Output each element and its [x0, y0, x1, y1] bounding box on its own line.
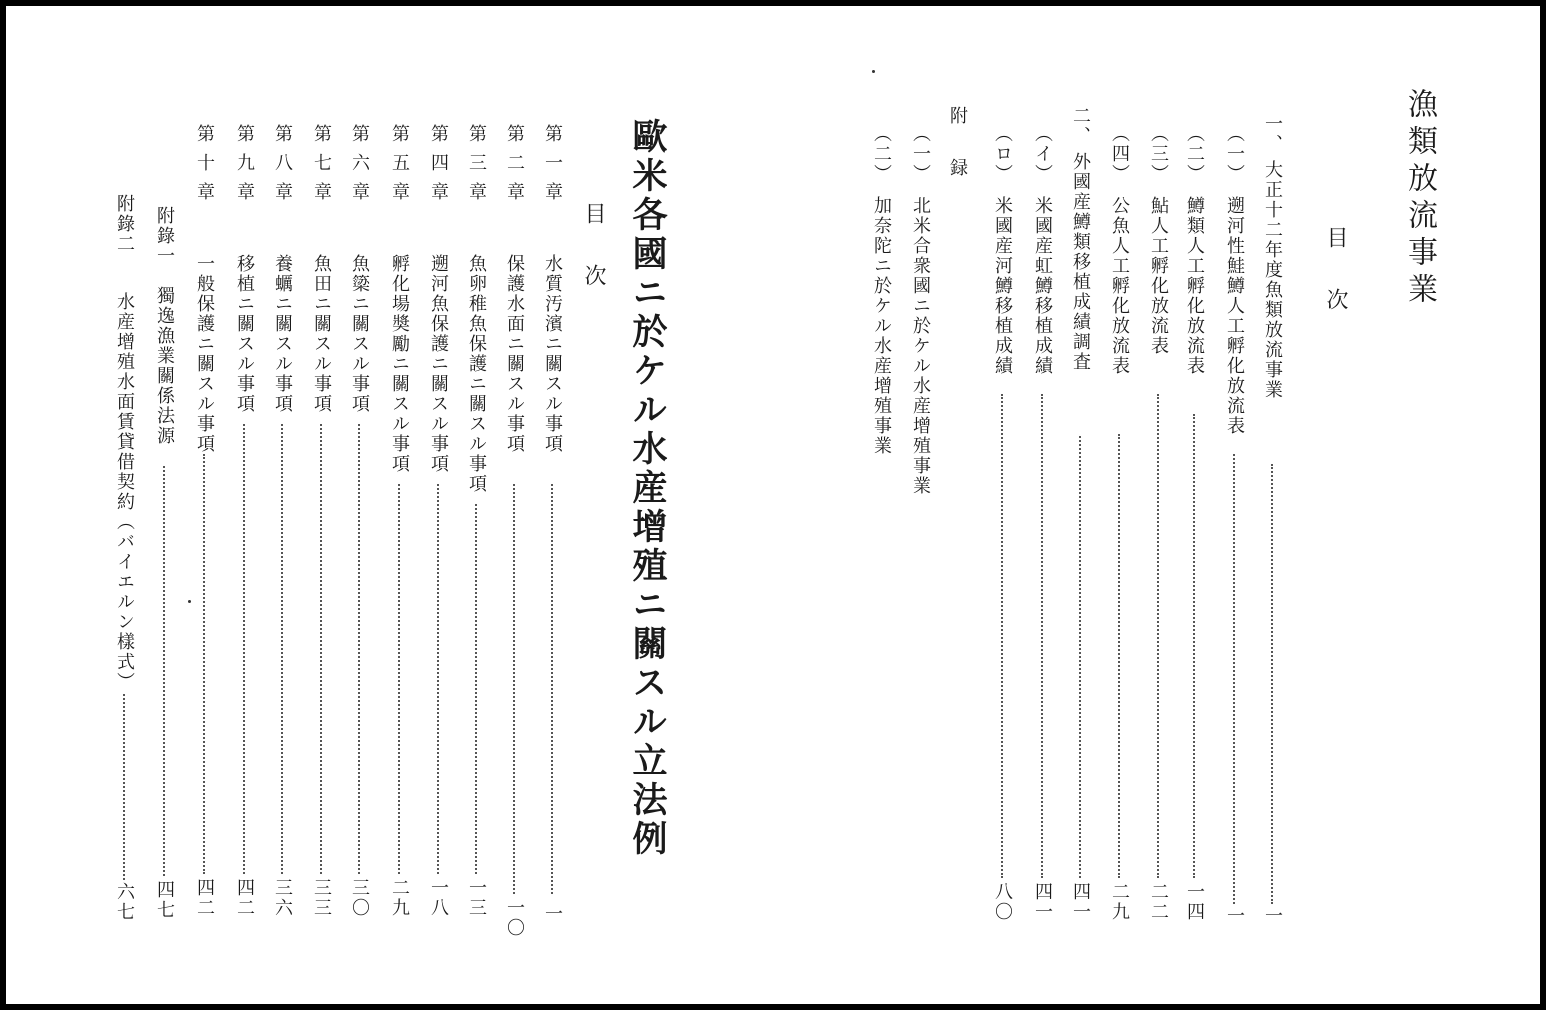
- appendix-entry-label: （二）: [871, 124, 892, 184]
- dot-leader: [1041, 394, 1043, 878]
- dot-leader: [1079, 436, 1081, 878]
- appendix-label: 附錄一: [154, 206, 175, 266]
- dot-leader: [551, 484, 553, 894]
- appendix-label: 附録: [947, 106, 968, 210]
- chapter-text: 魚田ニ關スル事項: [311, 254, 332, 414]
- toc-entry-label: （二）: [1184, 124, 1205, 184]
- chapter-text: 一般保護ニ關スル事項: [194, 254, 215, 454]
- chapter-label: 第一章: [542, 124, 563, 211]
- chapter-entry: [464, 124, 488, 924]
- left-page-title: 歐米各國ニ於ケル水産增殖ニ關スル立法例: [627, 118, 668, 859]
- toc-entry: [1222, 124, 1246, 926]
- dot-leader: [281, 424, 283, 874]
- chapter-entry: [540, 124, 564, 924]
- chapter-text: 遡河魚保護ニ關スル事項: [428, 254, 449, 474]
- dot-leader: [513, 484, 515, 894]
- toc-entry: [1107, 124, 1131, 922]
- chapter-page: 二九: [389, 878, 410, 918]
- dot-leader: [358, 424, 360, 874]
- chapter-page: 三六: [272, 878, 293, 918]
- dot-leader: [1001, 394, 1003, 878]
- right-page-title: 漁類放流事業: [1402, 88, 1437, 310]
- chapter-entry: [426, 124, 450, 924]
- appendix-entry-text: 北米合衆國ニ於ケル水産增殖事業: [910, 196, 931, 496]
- toc-entry-label: 一、: [1262, 114, 1283, 154]
- chapter-label: 第九章: [234, 124, 255, 211]
- chapter-label: 第二章: [504, 124, 525, 211]
- toc-entry: [1030, 124, 1054, 922]
- chapter-text: 孵化場奬勵ニ關スル事項: [389, 254, 410, 474]
- toc-entry-text: 遡河性鮭鱒人工孵化放流表: [1224, 196, 1245, 436]
- chapter-label: 第三章: [466, 124, 487, 211]
- speck: [188, 600, 191, 603]
- dot-leader: [123, 694, 125, 880]
- chapter-entry: [232, 124, 256, 924]
- toc-entry: [1182, 124, 1206, 922]
- dot-leader: [1271, 464, 1273, 904]
- appendix-page: 四七: [154, 880, 175, 920]
- chapter-entry: [347, 124, 371, 924]
- dot-leader: [1157, 394, 1159, 878]
- dot-leader: [1193, 414, 1195, 878]
- chapter-entry: [192, 124, 216, 924]
- chapter-page: 一三: [466, 878, 487, 918]
- chapter-page: 一: [542, 904, 563, 924]
- chapter-label: 第八章: [272, 124, 293, 211]
- toc-entry-text: 公魚人工孵化放流表: [1109, 196, 1130, 376]
- right-page-heading: 目次: [1323, 226, 1348, 350]
- chapter-entry: [309, 124, 333, 924]
- toc-entry: [1068, 106, 1092, 922]
- toc-entry: [990, 124, 1014, 922]
- appendix-text: 水産增殖水面賃貸借契約（バイエルン樣式）: [114, 292, 135, 692]
- toc-entry-label: （四）: [1109, 124, 1130, 184]
- toc-entry-label: （ロ）: [992, 124, 1013, 184]
- toc-entry-page: 八〇: [992, 882, 1013, 922]
- toc-entry-text: 鱒類人工孵化放流表: [1184, 196, 1205, 376]
- toc-entry: [1146, 124, 1170, 922]
- chapter-text: 魚卵稚魚保護ニ關スル事項: [466, 254, 487, 494]
- appendix-entry: [112, 194, 136, 924]
- dot-leader: [243, 424, 245, 874]
- appendix-page: 六七: [114, 882, 135, 922]
- toc-entry-label: （一）: [1224, 124, 1245, 184]
- toc-entry: [1260, 114, 1284, 926]
- toc-entry-page: 二九: [1109, 882, 1130, 922]
- toc-entry-page: 四一: [1070, 882, 1091, 922]
- appendix-label: 附錄二: [114, 194, 135, 254]
- chapter-label: 第七章: [311, 124, 332, 211]
- book-spread: [6, 6, 1540, 1004]
- chapter-page: 一〇: [504, 898, 525, 938]
- dot-leader: [398, 484, 400, 874]
- appendix-entry: [152, 206, 176, 926]
- speck: [872, 70, 875, 73]
- toc-entry-label: 二、: [1070, 106, 1091, 146]
- chapter-label: 第十章: [194, 124, 215, 211]
- chapter-text: 保護水面ニ關スル事項: [504, 254, 525, 454]
- toc-entry-page: 四一: [1032, 882, 1053, 922]
- chapter-entry: [270, 124, 294, 924]
- dot-leader: [475, 504, 477, 874]
- toc-entry-page: 一: [1224, 906, 1245, 926]
- appendix-text: 獨逸漁業關係法源: [154, 286, 175, 446]
- chapter-label: 第五章: [389, 124, 410, 211]
- dot-leader: [437, 484, 439, 874]
- chapter-entry: [387, 124, 411, 924]
- chapter-page: 三三: [311, 878, 332, 918]
- dot-leader: [163, 466, 165, 876]
- toc-entry-text: 米國産河鱒移植成績: [992, 196, 1013, 376]
- toc-entry-page: 一: [1262, 906, 1283, 926]
- chapter-page: 四二: [194, 878, 215, 918]
- appendix-entry: [908, 124, 932, 524]
- toc-entry-label: （三）: [1148, 124, 1169, 184]
- chapter-text: 魚簗ニ關スル事項: [349, 254, 370, 414]
- chapter-page: 一八: [428, 878, 449, 918]
- left-page-heading: 目次: [581, 202, 606, 326]
- chapter-text: 移植ニ關スル事項: [234, 254, 255, 414]
- chapter-label: 第四章: [428, 124, 449, 211]
- toc-entry-text: 米國産虹鱒移植成績: [1032, 196, 1053, 376]
- chapter-label: 第六章: [349, 124, 370, 211]
- appendix-entry: [869, 124, 893, 524]
- toc-entry-text: 鮎人工孵化放流表: [1148, 196, 1169, 356]
- dot-leader: [203, 454, 205, 874]
- appendix-entry-label: （一）: [910, 124, 931, 184]
- chapter-page: 三〇: [349, 878, 370, 918]
- toc-entry-text: 大正十二年度魚類放流事業: [1262, 160, 1283, 400]
- toc-entry-page: 二二: [1148, 882, 1169, 922]
- dot-leader: [1118, 434, 1120, 878]
- chapter-text: 養蠣ニ關スル事項: [272, 254, 293, 414]
- appendix-entry-text: 加奈陀ニ於ケル水産增殖事業: [871, 196, 892, 456]
- chapter-text: 水質汚濱ニ關スル事項: [542, 254, 563, 454]
- toc-entry-page: 一四: [1184, 882, 1205, 922]
- chapter-page: 四二: [234, 878, 255, 918]
- dot-leader: [320, 424, 322, 874]
- toc-entry-text: 外國産鱒類移植成績調査: [1070, 152, 1091, 372]
- toc-entry-label: （イ）: [1032, 124, 1053, 184]
- chapter-entry: [502, 124, 526, 938]
- dot-leader: [1233, 454, 1235, 904]
